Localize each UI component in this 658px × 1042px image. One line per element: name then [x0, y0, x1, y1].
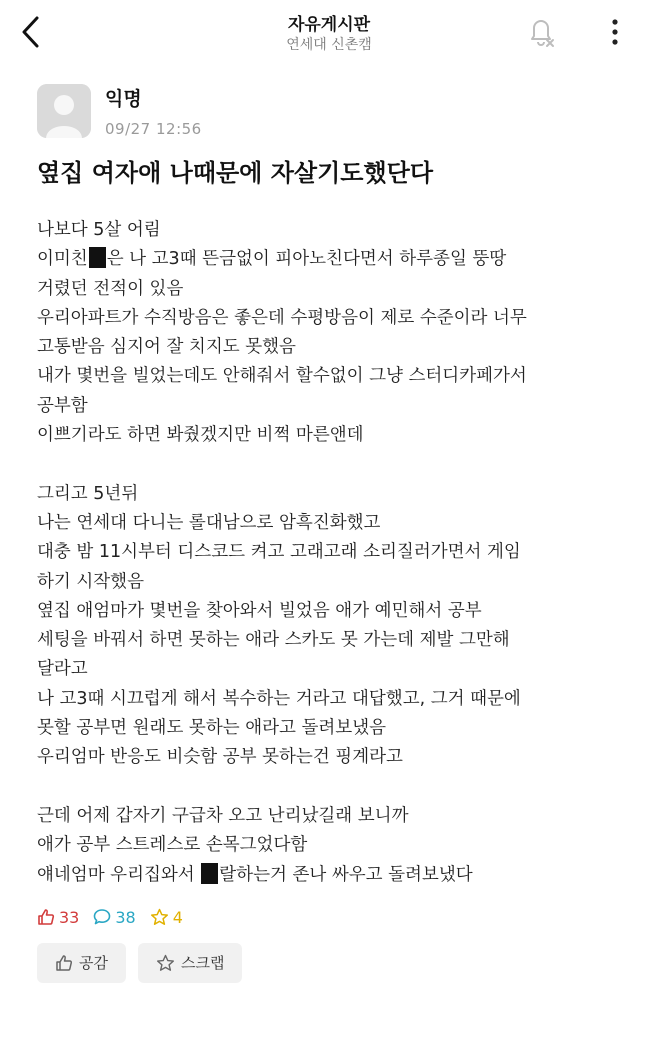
post-actions	[37, 943, 658, 983]
post-body-line: 달라고	[37, 659, 88, 680]
post-body-line: 그리고 5년뒤	[37, 483, 139, 504]
post-body-line: 이쁘기라도 하면 봐줬겠지만 비쩍 마른앤데	[37, 425, 364, 446]
post-body-line: 근데 어제 갑자기 구급차 오고 난리났길래 보니까	[37, 805, 409, 826]
post-body-line: 이미친 은 나 고3때 뜬금없이 피아노친다면서 하루종일 뚱땅	[37, 249, 507, 270]
redaction-block	[89, 247, 106, 268]
like-count	[37, 908, 79, 927]
top-bar	[0, 0, 658, 64]
comment-count-value: 38	[115, 907, 136, 927]
thumbs-up-icon	[55, 954, 73, 972]
post-body-line	[37, 773, 628, 802]
scrap-count	[150, 908, 183, 927]
post-body-line: 세팅을 바꿔서 하면 못하는 애라 스카도 못 가는데 제발 그만해	[37, 630, 510, 651]
post-body-line: 우리엄마 반응도 비슷함 공부 못하는건 핑계라고	[37, 747, 403, 768]
post-body-line: 얘네엄마 우리집와서 랄하는거 존나 싸우고 돌려보냈다	[37, 864, 473, 885]
post-title: 옆집 여자애 나때문에 자살기도했단다	[37, 159, 434, 187]
like-count-value: 33	[59, 907, 80, 927]
post-body-line: 옆집 애엄마가 몇번을 찾아와서 빌었음 애가 예민해서 공부	[37, 600, 482, 621]
post-stats	[37, 908, 658, 927]
thumbs-up-icon	[37, 908, 55, 926]
default-profile-icon	[37, 84, 91, 138]
post-body-line: 대충 밤 11시부터 디스코드 켜고 고래고래 소리질러가면서 게임	[37, 542, 521, 563]
post-body-line: 우리아파트가 수직방음은 좋은데 수평방음이 제로 수준이라 너무	[37, 307, 527, 328]
post-body-line	[37, 450, 628, 479]
campus-name: 연세대 신촌캠	[286, 37, 372, 53]
scrap-count-value: 4	[172, 907, 183, 927]
post-body-line: 애가 공부 스트레스로 손목그었다함	[37, 835, 308, 856]
post-body-line: 하기 시작했음	[37, 571, 144, 592]
post-author-row	[0, 84, 658, 152]
post-body-line: 거렸던 전적이 있음	[37, 278, 184, 299]
post-body	[37, 216, 628, 890]
post-body-line: 내가 몇번을 빌었는데도 안해줘서 할수없이 그냥 스터디카페가서	[37, 366, 527, 387]
author-name: 익명	[105, 88, 142, 110]
post-timestamp: 09/27 12:56	[105, 120, 202, 138]
bell-off-icon	[526, 16, 556, 48]
post-body-line: 나는 연세대 다니는 롤대남으로 암흑진화했고	[37, 512, 381, 533]
notification-toggle-button[interactable]	[524, 14, 558, 50]
like-button[interactable]	[37, 943, 126, 983]
avatar[interactable]	[37, 84, 91, 138]
scrap-button-label: 스크랩	[180, 954, 225, 973]
like-button-label: 공감	[79, 954, 108, 973]
post-body-line: 고통받음 심지어 잘 치지도 못했음	[37, 337, 296, 358]
scrap-button[interactable]	[138, 943, 242, 983]
post-body-line: 못할 공부면 원래도 못하는 애라고 돌려보냈음	[37, 718, 387, 739]
more-options-button[interactable]	[600, 14, 630, 50]
redaction-block	[201, 863, 218, 884]
post-body-line: 공부함	[37, 395, 88, 416]
post-body-line: 나보다 5살 어림	[37, 220, 161, 240]
board-title: 자유게시판	[287, 15, 371, 35]
comment-count	[93, 908, 135, 927]
star-icon	[156, 954, 175, 972]
star-icon	[150, 908, 169, 926]
more-vertical-icon	[611, 19, 619, 45]
speech-bubble-icon	[93, 908, 111, 926]
post-body-line: 나 고3때 시끄럽게 해서 복수하는 거라고 대답했고, 그거 때문에	[37, 688, 521, 709]
